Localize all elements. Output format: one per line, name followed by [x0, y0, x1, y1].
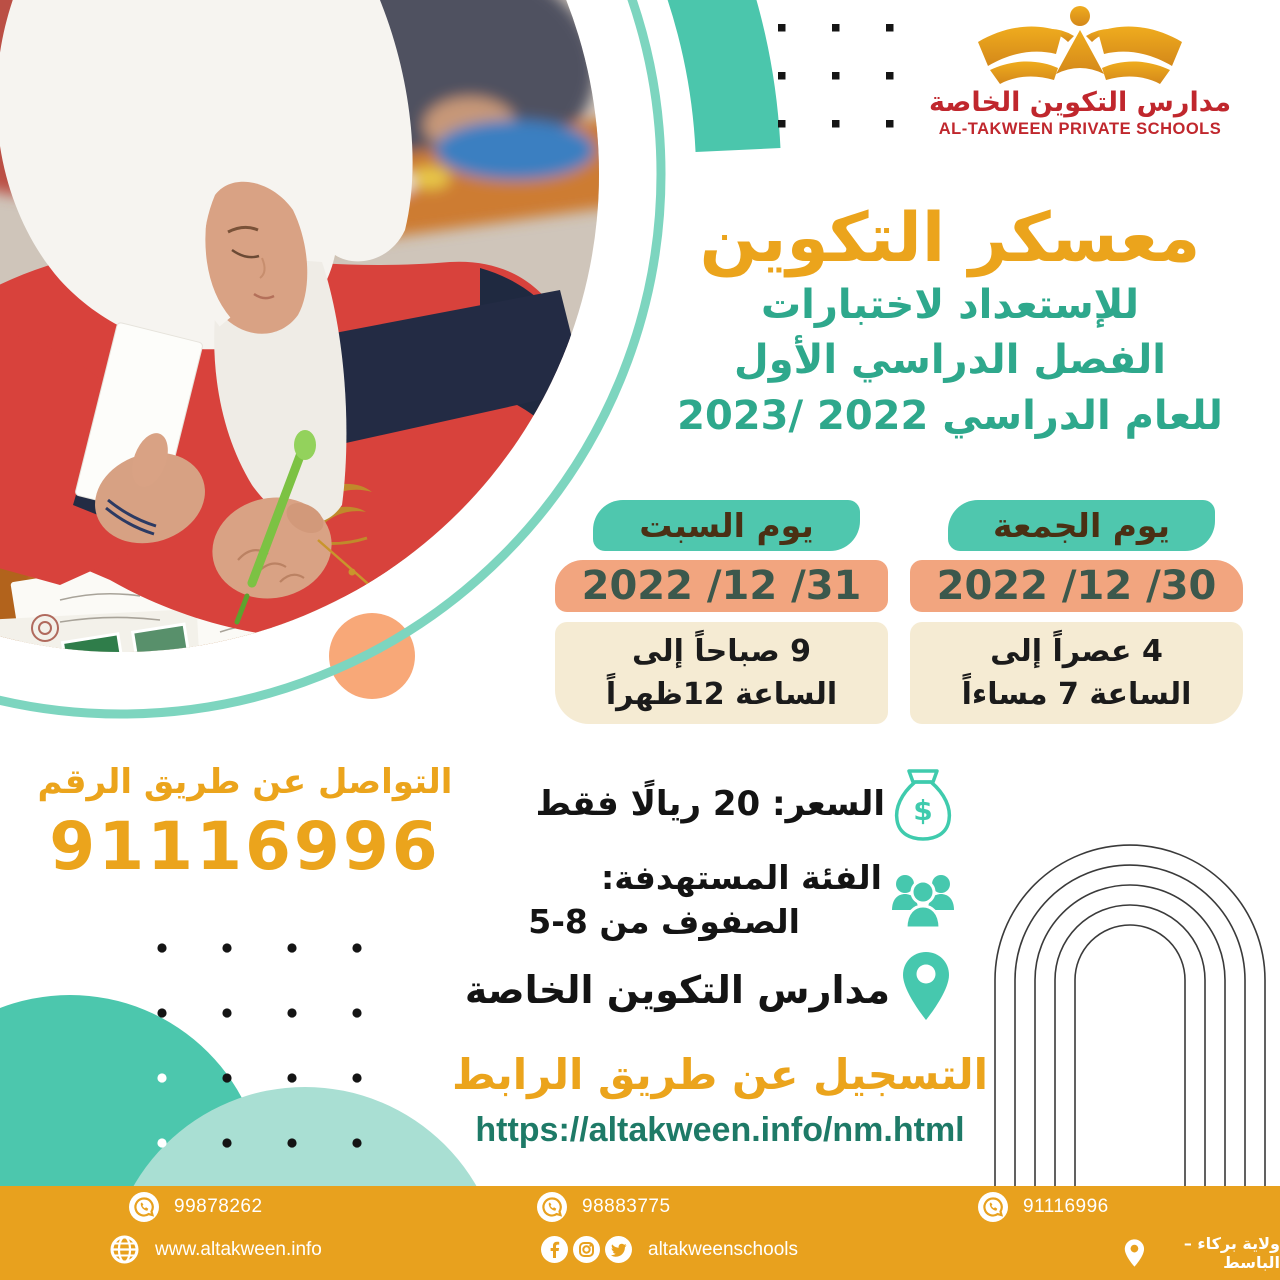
saturday-date: 31/ 12/ 2022	[581, 563, 862, 609]
title-sub3: للعام الدراسي 2022 /2023	[677, 392, 1223, 439]
footer-social-handle: altakweenschools	[648, 1238, 798, 1260]
price-text: السعر: 20 ريالًا فقط	[535, 784, 885, 824]
footer-website-group	[110, 1235, 322, 1264]
price-row	[536, 784, 885, 824]
saturday-time-box	[555, 622, 888, 724]
location-pin-icon	[1124, 1235, 1145, 1271]
friday-time-line1: 4 عصراً إلى	[990, 633, 1163, 669]
twitter-icon	[605, 1236, 632, 1263]
square-dot-grid	[778, 24, 894, 128]
audience-row-line1	[601, 858, 882, 897]
saturday-time-line2: الساعة 12ظهراً	[605, 677, 838, 712]
footer-phone3: 91116996	[1023, 1196, 1109, 1217]
footer-bar	[0, 1186, 1280, 1280]
saturday-day-pill	[593, 500, 860, 551]
whatsapp-icon	[536, 1191, 568, 1223]
arch-lines-decoration	[995, 845, 1265, 1186]
audience-label: الفئة المستهدفة:	[601, 858, 882, 897]
contact-number: 91116996	[49, 808, 441, 885]
friday-time-box	[910, 622, 1243, 724]
whatsapp-icon	[128, 1191, 160, 1223]
audience-grades: الصفوف من 8-5	[528, 902, 800, 941]
registration-block	[450, 1050, 990, 1150]
footer-phone1-group	[128, 1191, 263, 1223]
friday-day-pill	[948, 500, 1215, 551]
logo-english-name: AL-TAKWEEN PRIVATE SCHOOLS	[938, 119, 1222, 138]
venue-text: مدارس التكوين الخاصة	[464, 968, 890, 1012]
registration-label: التسجيل عن طريق الرابط	[451, 1050, 989, 1099]
audience-row-line2	[528, 902, 800, 941]
school-logo	[915, 6, 1245, 139]
registration-url[interactable]: https://altakween.info/nm.html	[475, 1111, 965, 1149]
globe-icon	[110, 1235, 139, 1264]
footer-location-group	[1124, 1234, 1280, 1272]
friday-date: 30/ 12/ 2022	[936, 563, 1217, 609]
venue-row	[465, 968, 890, 1012]
footer-website: www.altakween.info	[155, 1238, 322, 1260]
contact-label: التواصل عن طريق الرقم	[37, 762, 453, 802]
open-book-person-icon	[970, 6, 1190, 92]
facebook-icon	[541, 1236, 568, 1263]
title-sub2: الفصل الدراسي الأول	[734, 337, 1166, 384]
title-sub1: للإستعداد لاختبارات	[760, 282, 1140, 329]
logo-arabic-name: مدارس التكوين الخاصة	[928, 87, 1232, 118]
contact-block	[35, 762, 455, 885]
money-bag-icon	[893, 768, 953, 842]
student-photo	[0, 0, 640, 741]
footer-location: ولاية بركاء – الباسط	[1183, 1234, 1280, 1272]
friday-date-bar	[910, 560, 1243, 612]
poster-title	[660, 200, 1240, 444]
title-main: معسكر التكوين	[699, 199, 1201, 278]
footer-phone3-group	[977, 1191, 1109, 1223]
footer-phone2: 98883775	[582, 1196, 671, 1217]
instagram-icon	[573, 1236, 600, 1263]
saturday-day-label: يوم السبت	[639, 506, 814, 545]
saturday-time-line1: 9 صباحاً إلى	[631, 633, 812, 669]
svg-text:$: $	[913, 794, 933, 827]
friday-time-line2: الساعة 7 مساءاً	[961, 677, 1192, 712]
saturday-date-bar	[555, 560, 888, 612]
thick-teal-arc	[674, 0, 738, 150]
whatsapp-icon	[977, 1191, 1009, 1223]
footer-phone1: 99878262	[174, 1196, 263, 1217]
footer-social-group	[541, 1236, 798, 1263]
location-pin-icon	[901, 950, 951, 1024]
footer-phone2-group	[536, 1191, 671, 1223]
friday-day-label: يوم الجمعة	[993, 506, 1171, 545]
people-group-icon	[890, 862, 956, 932]
